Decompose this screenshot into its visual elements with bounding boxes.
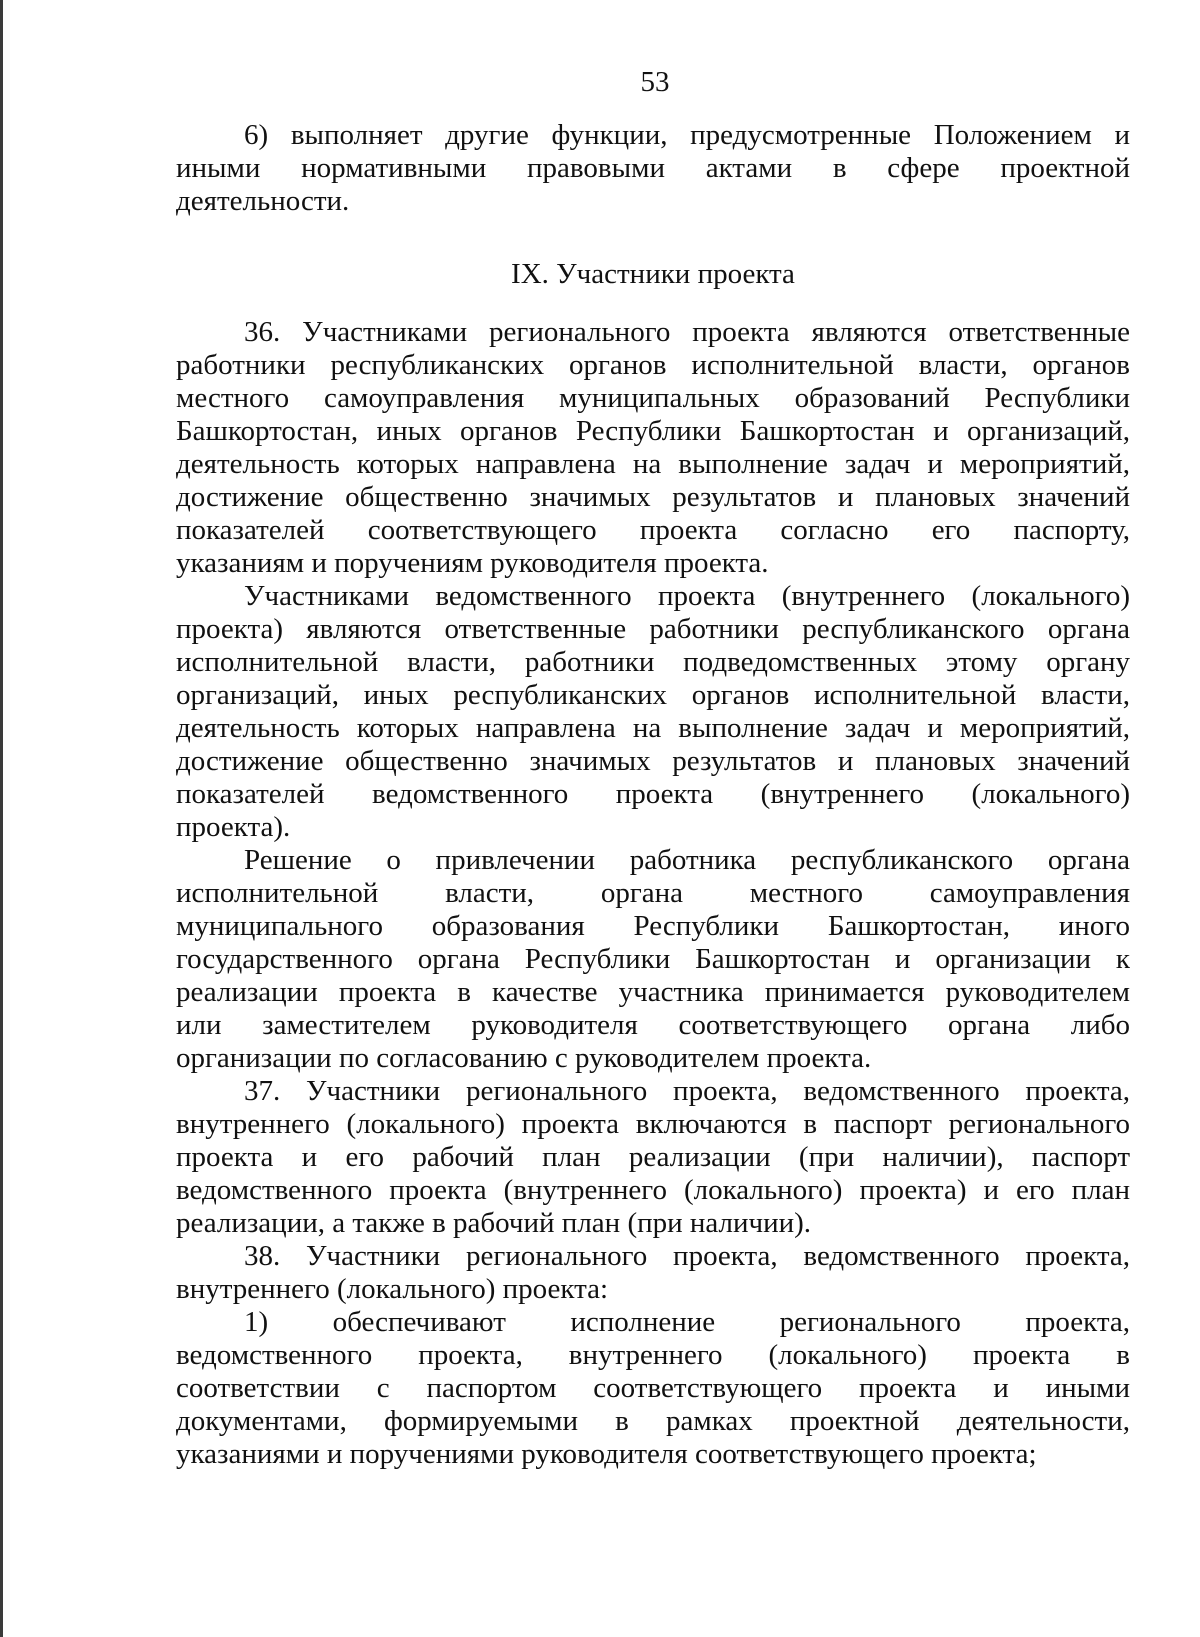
text-line: муниципального образования Республики Башкортостан, иного [176,910,1130,942]
text-line: местного самоуправления муниципальных образований Республики [176,382,1130,414]
text-line: ведомственного проекта (внутреннего (локального) проекта) и его план [176,1174,1130,1206]
text-line: реализации проекта в качестве участника принимается руководителем [176,976,1130,1008]
text-line: внутреннего (локального) проекта: [176,1273,609,1305]
text-line: или заместителем руководителя соответствующего органа либо [176,1009,1130,1041]
text-line: 38. Участники регионального проекта, ведомственного проекта, [244,1240,1130,1272]
text-line: достижение общественно значимых результатов и плановых значений [176,481,1130,513]
text-line: деятельность которых направлена на выполнение задач и мероприятий, [176,712,1130,744]
text-line: достижение общественно значимых результатов и плановых значений [176,745,1130,777]
text-line: документами, формируемыми в рамках проектной деятельности, [176,1405,1130,1437]
intro-paragraph [176,119,1130,218]
text-line: 6) выполняет другие функции, предусмотренные Положением и [244,119,1130,151]
text-line: государственного органа Республики Башкортостан и организации к [176,943,1130,975]
section-heading: IX. Участники проекта [511,258,795,290]
text-line: проекта) являются ответственные работники республиканского органа [176,613,1130,645]
page-number: 53 [640,66,670,98]
text-line: исполнительной власти, работники подведомственных этому органу [176,646,1130,678]
text-line: проекта и его рабочий план реализации (при наличии), паспорт [176,1141,1130,1173]
scan-left-edge [0,0,3,1637]
body-text [176,316,1130,1471]
text-line: Решение о привлечении работника республиканского органа [244,844,1130,876]
text-line: ведомственного проекта, внутреннего (локального) проекта в [176,1339,1130,1371]
text-line: иными нормативными правовыми актами в сфере проектной [176,152,1130,184]
text-line: 36. Участниками регионального проекта являются ответственные [244,316,1130,348]
text-line: показателей ведомственного проекта (внутреннего (локального) [176,778,1130,810]
text-line: деятельности. [176,185,350,217]
text-line: организации по согласованию с руководителем проекта. [176,1042,872,1074]
text-line: работники республиканских органов исполнительной власти, органов [176,349,1130,381]
text-line: Участниками ведомственного проекта (внутреннего (локального) [244,580,1130,612]
text-line: соответствии с паспортом соответствующего проекта и иными [176,1372,1130,1404]
text-line: реализации, а также в рабочий план (при наличии). [176,1207,812,1239]
text-line: внутреннего (локального) проекта включаются в паспорт регионального [176,1108,1130,1140]
text-line: 37. Участники регионального проекта, ведомственного проекта, [244,1075,1130,1107]
text-line: проекта). [176,811,291,843]
text-line: исполнительной власти, органа местного самоуправления [176,877,1130,909]
text-line: указаниям и поручениям руководителя проекта. [176,547,769,579]
text-line: 1) обеспечивают исполнение регионального проекта, [244,1306,1130,1338]
text-line: Башкортостан, иных органов Республики Башкортостан и организаций, [176,415,1130,447]
text-line: деятельность которых направлена на выполнение задач и мероприятий, [176,448,1130,480]
text-line: организаций, иных республиканских органов исполнительной власти, [176,679,1130,711]
text-line: показателей соответствующего проекта согласно его паспорту, [176,514,1130,546]
text-line: указаниями и поручениями руководителя соответствующего проекта; [176,1438,1037,1470]
